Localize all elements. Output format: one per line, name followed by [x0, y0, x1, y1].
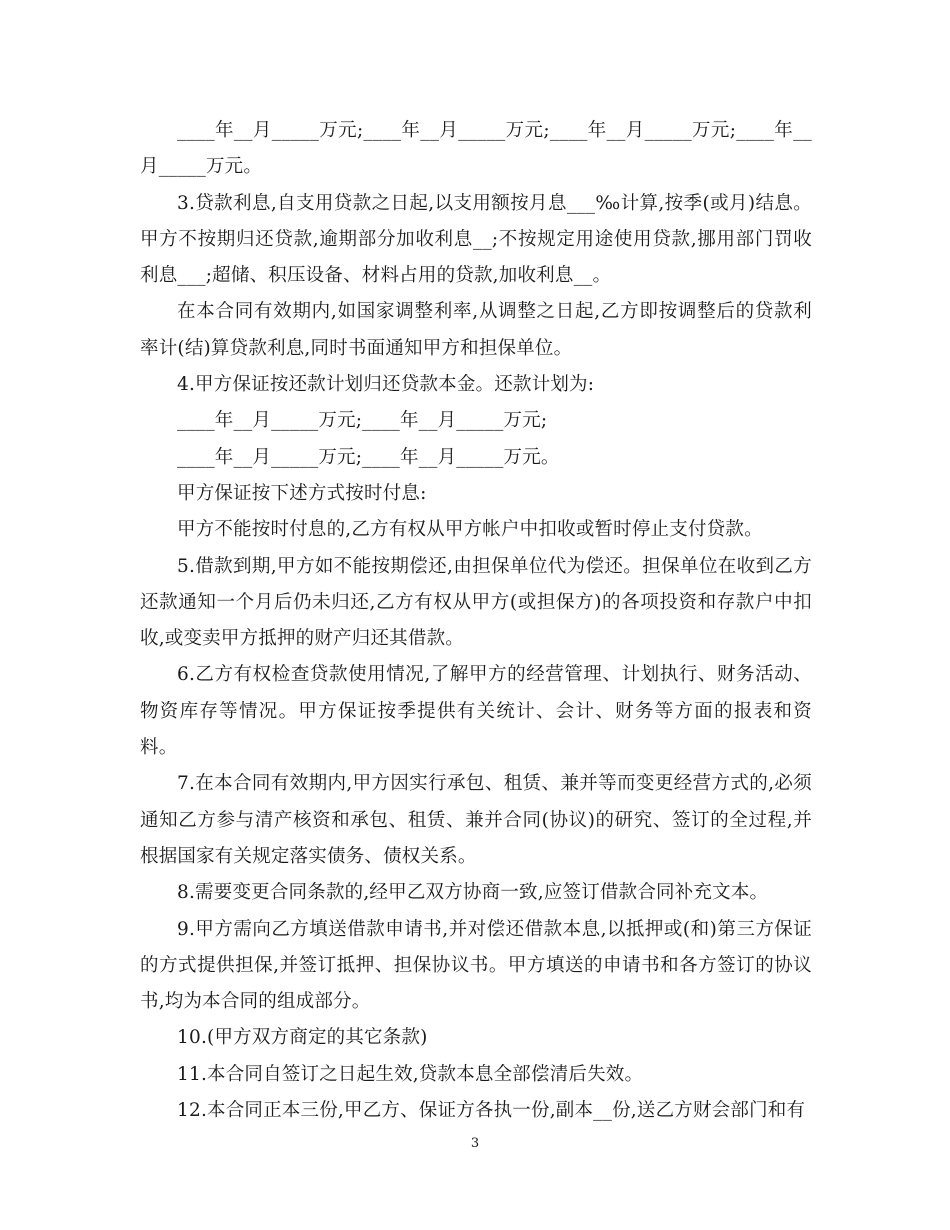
paragraph-clause-7-business-change: 7.在本合同有效期内,甲方因实行承包、租赁、兼并等而变更经营方式的,必须通知乙方参与清产核资和承包、租赁、兼并合同(协议)的研究、签订的全过程,并根据国家有关规定落实债务、债权关系。: [140, 773, 812, 867]
page-number: 3: [470, 1136, 480, 1151]
paragraph-clause-8-amendment: 8.需要变更合同条款的,经甲乙双方协商一致,应签订借款合同补充文本。: [177, 882, 769, 904]
paragraph-rate-adjustment: 在本合同有效期内,如国家调整利率,从调整之日起,乙方即按调整后的贷款利率计(结)算贷款利息,同时书面通知甲方和担保单位。: [140, 301, 812, 359]
paragraph-repayment-line-1: ____年__月_____万元;____年__月_____万元;: [177, 410, 548, 432]
paragraph-repayment-schedule-continued: ____年__月_____万元;____年__月_____万元;____年__月_____万元;____年__月_____万元。: [140, 120, 812, 178]
paragraph-clause-11-effective: 11.本合同自签订之日起生效,贷款本息全部偿清后失效。: [177, 1063, 644, 1085]
paragraph-clause-9-application: 9.甲方需向乙方填送借款申请书,并对偿还借款本息,以抵押或(和)第三方保证的方式提供担保,并签订抵押、担保协议书。甲方填送的申请书和各方签订的协议书,均为本合同的组成部分。: [140, 918, 812, 1013]
paragraph-clause-4-repayment-plan: 4.甲方保证按还款计划归还贷款本金。还款计划为:: [177, 374, 595, 396]
paragraph-interest-payment-method: 甲方保证按下述方式按时付息:: [177, 482, 427, 504]
paragraph-clause-12-copies: 12.本合同正本三份,甲乙方、保证方各执一份,副本__份,送乙方财会部门和有: [177, 1100, 806, 1122]
document-body: [140, 113, 812, 1129]
paragraph-repayment-line-2: ____年__月_____万元;____年__月_____万元。: [177, 446, 560, 468]
paragraph-clause-6-inspection: 6.乙方有权检查贷款使用情况,了解甲方的经营管理、计划执行、财务活动、物资库存等情况。甲方保证按季提供有关统计、会计、财务等方面的报表和资料。: [140, 664, 812, 759]
paragraph-clause-5-default: 5.借款到期,甲方如不能按期偿还,由担保单位代为偿还。担保单位在收到乙方还款通知一个月后仍未归还,乙方有权从甲方(或担保方)的各项投资和存款户中扣收,或变卖甲方抵押的财产归还其借款。: [140, 555, 812, 650]
paragraph-clause-10-other-terms: 10.(甲方双方商定的其它条款): [177, 1027, 428, 1049]
paragraph-clause-3-interest: 3.贷款利息,自支用贷款之日起,以支用额按月息___‰计算,按季(或月)结息。甲方不按期归还贷款,逾期部分加收利息__;不按规定用途使用贷款,挪用部门罚收利息___;超储、积压设备、材料占用的贷款,加收利息__。: [140, 192, 812, 287]
paragraph-late-interest: 甲方不能按时付息的,乙方有权从甲方帐户中扣收或暂时停止支付贷款。: [177, 519, 763, 541]
